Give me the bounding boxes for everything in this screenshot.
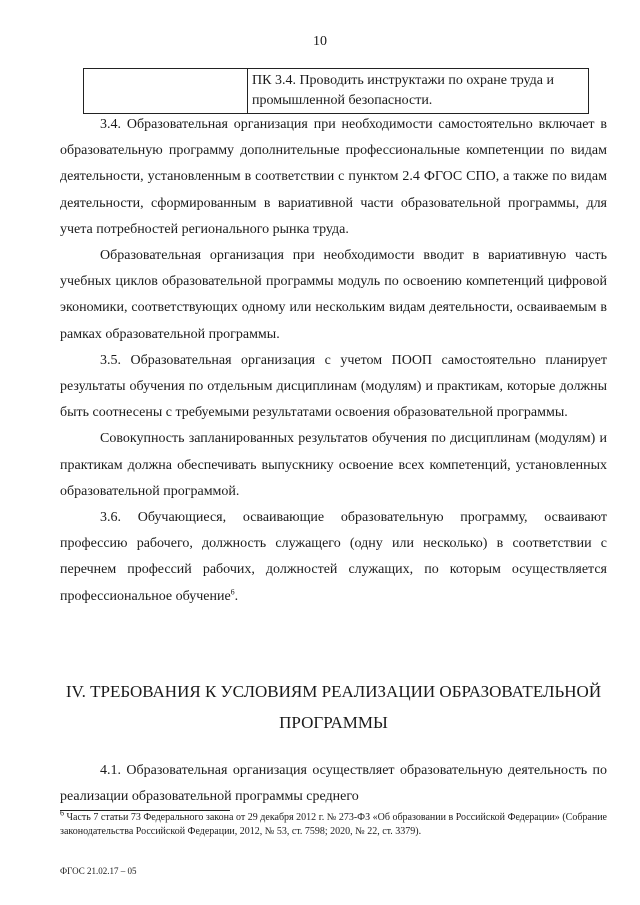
page-number: 10 <box>313 34 327 49</box>
table-cell-empty <box>84 69 248 114</box>
paragraph-3-5-b: Совокупность запланированных результатов обучения по дисциплинам (модулям) и практикам должна обеспечивать выпускнику освоение всех компетенций, установленных образовательной программой. <box>60 431 607 499</box>
footnote-text: Часть 7 статьи 73 Федерального закона от 29 декабря 2012 г. № 273-ФЗ «Об образовании в Российской Федерации» (Собрание законодательства Российской Федерации, 2012, № 53, ст. 7598; 2020, № 22, ст. 3379). <box>60 812 607 837</box>
paragraph-3-6 <box>60 505 607 610</box>
paragraph-3-5: 3.5. Образовательная организация с учетом ПООП самостоятельно планирует результаты обучения по отдельным дисциплинам (модулям) и практикам, которые должны быть соотнесены с требуемыми результатами освоения образовательной программы. <box>60 352 607 421</box>
footnote <box>60 808 607 838</box>
footnote-ref: 6 <box>230 587 235 596</box>
competency-table <box>83 68 589 114</box>
document-code: ФГОС 21.02.17 – 05 <box>60 866 137 876</box>
paragraph-4-1: 4.1. Образовательная организация осуществляет образовательную деятельность по реализации образовательной программы среднего <box>60 763 607 804</box>
paragraph-3-4-b: Образовательная организация при необходимости вводит в вариативную часть учебных циклов образовательной программы модуль по освоению компетенций цифровой экономики, соответствующих одному или нескольким видам деятельности, осваиваемым в рамках образовательной программы. <box>60 248 607 342</box>
paragraph-3-6-end: . <box>234 588 239 604</box>
table-row <box>84 69 589 114</box>
body-text <box>60 112 607 610</box>
table-cell-competency: ПК 3.4. Проводить инструктажи по охране труда и промышленной безопасности. <box>248 69 589 114</box>
paragraph-3-6-text: 3.6. Обучающиеся, осваивающие образовательную программу, осваивают профессию рабочего, должность служащего (одну или несколько) в соответствии с перечнем профессий рабочих, должностей служащих, по которым осуществляется профессиональное обучение <box>60 510 607 604</box>
paragraph-3-4: 3.4. Образовательная организация при необходимости самостоятельно включает в образовательную программу дополнительные профессиональные компетенции по видам деятельности, установленным в соответствии с пунктом 2.4 ФГОС СПО, а также по видам деятельности, сформированным в вариативной части образовательной программы, для учета потребностей регионального рынка труда. <box>60 117 607 237</box>
section-heading: IV. ТРЕБОВАНИЯ К УСЛОВИЯМ РЕАЛИЗАЦИИ ОБРАЗОВАТЕЛЬНОЙ ПРОГРАММЫ <box>65 682 602 732</box>
footnote-mark: 6 <box>60 808 64 818</box>
